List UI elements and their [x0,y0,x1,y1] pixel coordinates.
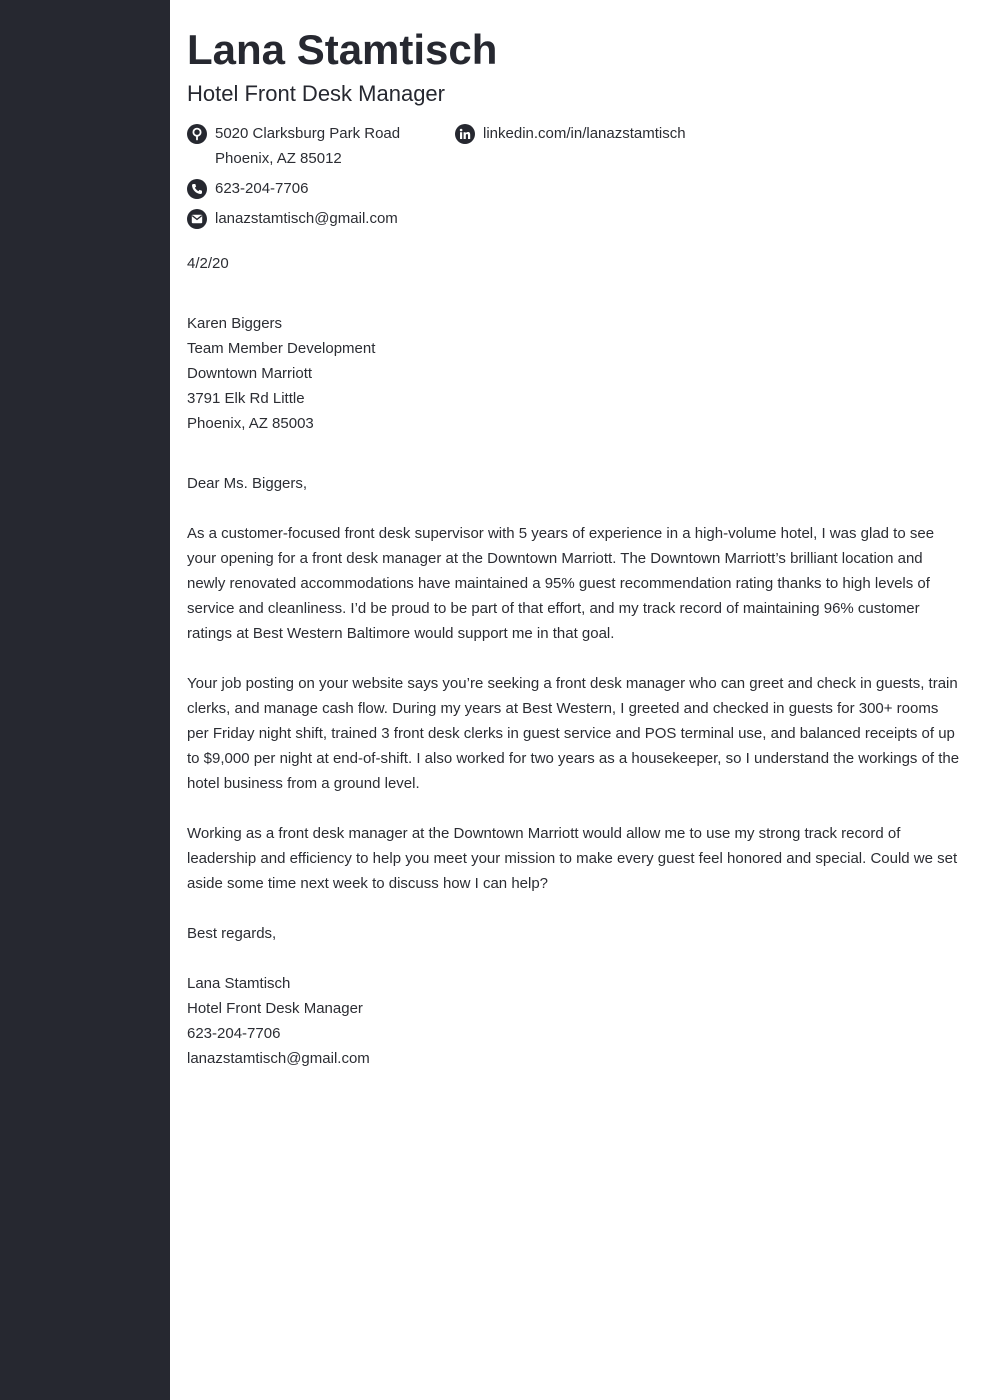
address-line-2: Phoenix, AZ 85012 [215,150,342,167]
recipient-block [187,311,962,436]
signature-email: lanazstamtisch@gmail.com [187,1050,370,1067]
recipient-city: Phoenix, AZ 85003 [187,415,314,432]
signature-name: Lana Stamtisch [187,975,291,992]
letter-date: 4/2/20 [187,255,229,272]
contact-address [187,121,400,171]
body-paragraph: Your job posting on your website says you’re seeking a front desk manager who can greet and check in guests, train clerks, and manage cash flow. During my years at Best Western, I greeted and checked in guests for 300+ rooms per Friday night shift, trained 3 front desk clerks in guest service and POS terminal use, and balanced receipts of up to $9,000 per night at end-of-shift. I also worked for two years as a housekeeper, so I understand the workings of the hotel business from a ground level. [187,675,960,792]
body-paragraph: Working as a front desk manager at the Downtown Marriott would allow me to use my strong track record of leadership and efficiency to help you meet your mission to make every guest feel honored and special. Could we set aside some time next week to discuss how I can help? [187,825,958,892]
sidebar-panel [0,0,170,1400]
linkedin-link[interactable]: linkedin.com/in/lanazstamtisch [483,125,686,142]
contact-email[interactable] [187,206,398,231]
applicant-title: Hotel Front Desk Manager [187,81,445,106]
location-icon [187,124,207,144]
signature-phone: 623-204-7706 [187,1025,281,1042]
body-paragraph: As a customer-focused front desk supervisor with 5 years of experience in a high-volume hotel, I was glad to see your opening for a front desk manager at the Downtown Marriott. The Downtown Marriott’s brilliant location and newly renovated accommodations have maintained a 95% guest recommendation rating thanks to high levels of service and cleanliness. I’d be proud to be part of that effort, and my track record of maintaining 96% customer ratings at Best Western Baltimore would support me in that goal. [187,525,935,642]
applicant-name: Lana Stamtisch [187,26,498,73]
closing: Best regards, [187,925,277,942]
recipient-company: Downtown Marriott [187,365,313,382]
phone-number: 623-204-7706 [215,180,309,197]
signature-title: Hotel Front Desk Manager [187,1000,363,1017]
phone-icon [187,179,207,199]
recipient-name: Karen Biggers [187,315,283,332]
email-icon [187,209,207,229]
contact-linkedin[interactable] [455,121,686,146]
signature-block [187,971,962,1071]
recipient-role: Team Member Development [187,340,376,357]
recipient-street: 3791 Elk Rd Little [187,390,305,407]
linkedin-icon [455,124,475,144]
contact-phone [187,176,308,201]
salutation: Dear Ms. Biggers, [187,475,308,492]
address-line-1: 5020 Clarksburg Park Road [215,125,401,142]
email-address[interactable]: lanazstamtisch@gmail.com [215,210,398,227]
